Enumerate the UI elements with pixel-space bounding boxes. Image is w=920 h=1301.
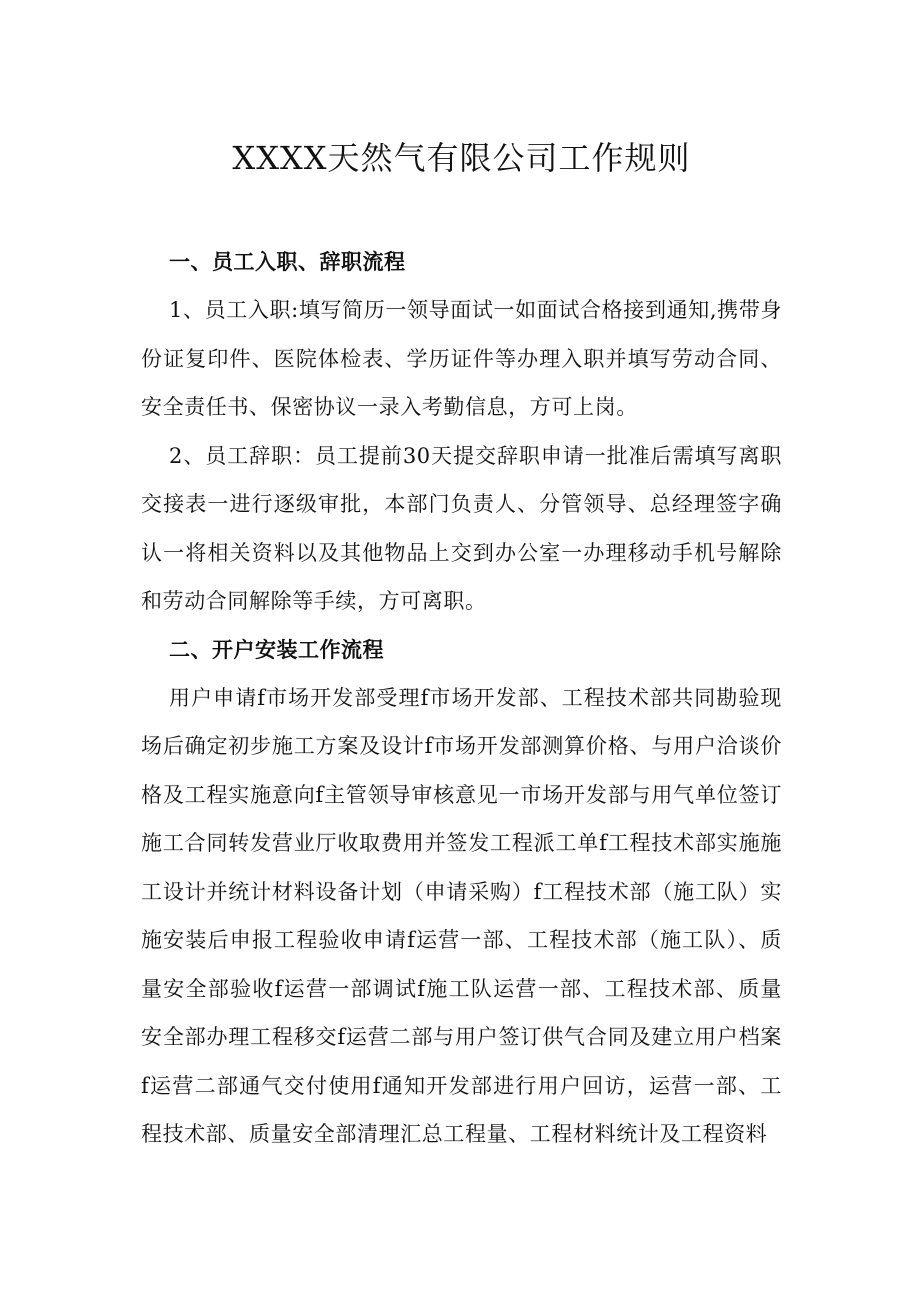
section-installation-workflow bbox=[141, 626, 782, 1159]
paragraph-resignation: 2、员工辞职：员工提前30天提交辞职申请一批准后需填写离职交接表一进行逐级审批，本部门负责人、分管领导、总经理签字确认一将相关资料以及其他物品上交到办公室一办理移动手机号解除和劳动合同解除等手续，方可离职。 bbox=[141, 443, 782, 613]
section-heading: 二、开户安装工作流程 bbox=[169, 637, 384, 662]
section-heading: 一、员工入职、辞职流程 bbox=[169, 250, 406, 274]
section-onboarding-resignation bbox=[141, 238, 782, 626]
paragraph-onboarding: 1、员工入职:填写简历一领导面试一如面试合格接到通知,携带身份证复印件、医院体检表、学历证件等办理入职并填写劳动合同、安全责任书、保密协议一录入考勤信息，方可上岗。 bbox=[141, 298, 782, 419]
document-title: XXXX天然气有限公司工作规则 bbox=[232, 139, 691, 177]
title-spacer bbox=[141, 188, 782, 238]
paragraph-installation: 用户申请f市场开发部受理f市场开发部、工程技术部共同勘验现场后确定初步施工方案及设计f市场开发部测算价格、与用户洽谈价格及工程实施意向f主管领导审核意见一市场开发部与用气单位签订施工合同转发营业厅收取费用并签发工程派工单f工程技术部实施施工设计并统计材料设备计划（申请采购）f工程技术部（施工队）实施安装后申报工程验收申请f运营一部、工程技术部（施工队）、质量安全部验收f运营一部调试f施工队运营一部、工程技术部、质量安全部办理工程移交f运营二部与用户签订供气合同及建立用户档案f运营二部通气交付使用f通知开发部进行用户回访，运营一部、工程技术部、质量安全部清理汇总工程量、工程材料统计及工程资料 bbox=[141, 685, 782, 1146]
